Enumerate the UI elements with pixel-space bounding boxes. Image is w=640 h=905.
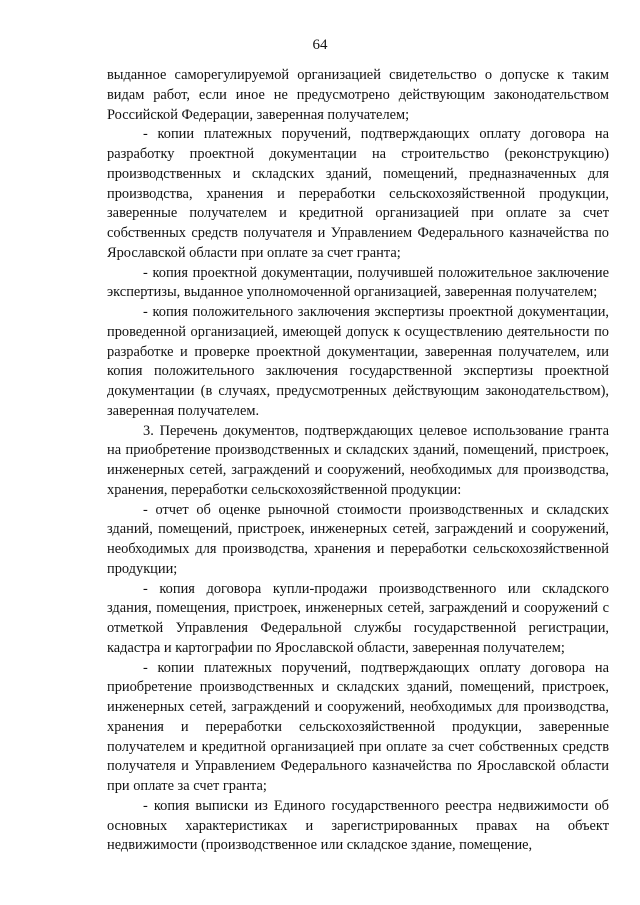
document-paragraph: - копия выписки из Единого государственного реестра недвижимости об основных характеристиках и зарегистрированных правах на объект недвижимости (производственное или складское здание, помещение, [107, 797, 609, 854]
document-paragraph: - копии платежных поручений, подтверждающих оплату договора на приобретение производственных и складских зданий, помещений, пристроек, инженерных сетей, заграждений и сооружений, необходимых для производства, хранения и переработки сельскохозяйственной продукции, заверенные получателем и кредитной организацией при оплате за счет собственных средств получателя и Управлением Федерального казначейства по Ярославской области при оплате за счет гранта; [107, 659, 609, 794]
document-paragraph: - копия договора купли-продажи производственного или складского здания, помещения, пристроек, инженерных сетей, заграждений и сооружений с отметкой Управления Федеральной службы государственной регистрации, кадастра и картографии по Ярославской области, заверенная получателем; [107, 580, 609, 656]
document-paragraph: - копия проектной документации, получившей положительное заключение экспертизы, выданное уполномоченной организацией, заверенная получателем; [107, 264, 609, 301]
document-paragraph: выданное саморегулируемой организацией свидетельство о допуске к таким видам работ, если иное не предусмотрено действующим законодательством Российской Федерации, заверенная получателем; [107, 67, 609, 123]
document-paragraph: - копия положительного заключения экспертизы проектной документации, проведенной организацией, имеющей допуск к осуществлению деятельности по разработке и проверке проектной документации, заверенная получателем, или копия положительного заключения государственной экспертизы проектной документации (в случаях, предусмотренных действующим законодательством), заверенная получателем. [107, 304, 609, 419]
document-paragraph: - отчет об оценке рыночной стоимости производственных и складских зданий, помещений, пристроек, инженерных сетей, заграждений и сооружений, необходимых для производства, хранения и переработки сельскохозяйственной продукции; [107, 501, 609, 577]
document-body [107, 66, 609, 856]
page-number: 64 [312, 37, 328, 53]
document-paragraph: 3. Перечень документов, подтверждающих целевое использование гранта на приобретение производственных и складских зданий, помещений, пристроек, инженерных сетей, заграждений и сооружений, необходимых для производства, хранения, переработки сельскохозяйственной продукции: [107, 422, 609, 498]
document-paragraph: - копии платежных поручений, подтверждающих оплату договора на разработку проектной документации на строительство (реконструкцию) производственных и складских зданий, помещений, предназначенных для производства, хранения и переработки сельскохозяйственной продукции, заверенные получателем и кредитной организацией при оплате за счет собственных средств получателя и Управлением Федерального казначейства по Ярославской области при оплате за счет гранта; [107, 126, 609, 261]
